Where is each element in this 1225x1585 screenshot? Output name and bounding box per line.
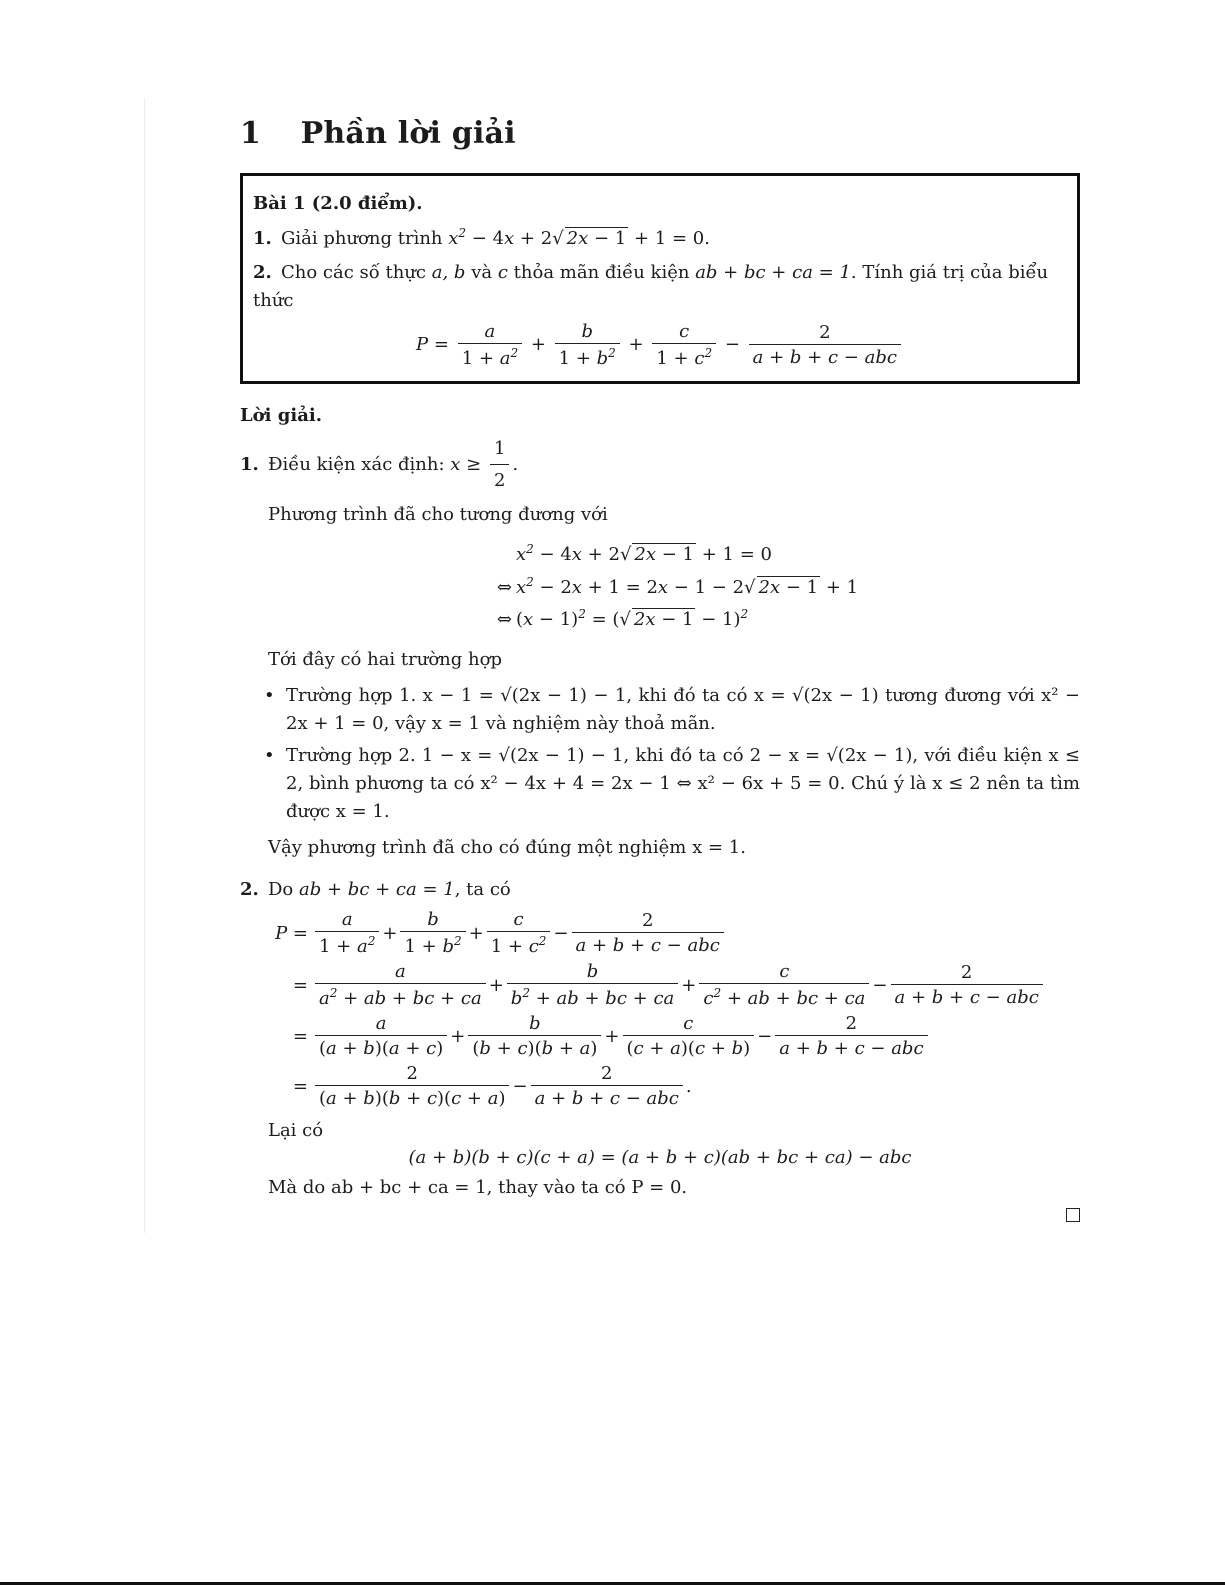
list-item: • Trường hợp 1. x − 1 = √(2x − 1) − 1, khi đó ta có x = √(2x − 1) tương đương với x² − 2x + 1 = 0, vậy x = 1 và nghiệm này thoả mãn.: [286, 682, 1080, 738]
item-label: 2.: [240, 878, 259, 900]
variables: a, b: [431, 261, 466, 283]
solution-heading: Lời giải.: [240, 404, 322, 426]
list-item: • Trường hợp 2. 1 − x = √(2x − 1) − 1, khi đó ta có 2 − x = √(2x − 1), với điều kiện x ≤ 2, bình phương ta có x² − 4x + 4 = 2x − 1 ⇔ x² − 6x + 5 = 0. Chú ý là x ≤ 2 nên ta tìm được x = 1.: [286, 742, 1080, 826]
equation-inline: $x^2 - 4x + 2√$ 2x − 1: [448, 225, 627, 249]
conjunction: và: [471, 261, 493, 283]
section-number: 1: [240, 116, 262, 151]
intro-text: Do: [268, 878, 294, 900]
identity-equation: (a + b)(b + c)(c + a) = (a + b + c)(ab + bc + ca) − abc: [408, 1147, 912, 1169]
intro-text-b: , ta có: [454, 878, 511, 900]
equiv-text: Phương trình đã cho tương đương với: [268, 504, 608, 526]
solution-part-1-domain: 1. Điều kiện xác định: x ≥ $\frac{1}{2}$ .: [240, 435, 1080, 495]
section-heading: [240, 116, 1080, 151]
condition: ab + bc + ca = 1: [299, 878, 455, 900]
lai-co-text: Lại có: [268, 1120, 324, 1142]
item-label: 1.: [240, 454, 259, 476]
case-list: [286, 682, 1080, 825]
problem-item-1-text: Giải phương trình: [281, 227, 443, 249]
expression-P: P = $\frac{a}{1 + a^2}$ + $\frac{b}{1 + b^2}$ + $\frac{c}{1 + c^2}$ − $\frac{2}{\text{a + b + c − abc}}$: [253, 321, 1067, 369]
equation-chain: $x^2 - 4x + 2√$ 2x − 1 + 1 = 0 ⇔ $x^2 - 2x + 1 = 2x - 1 - 2√$ 2x − 1 + 1 ⇔ $(x - 1)^2$ = (√ 2x − 1 − 1)$^2$: [496, 542, 859, 630]
final-result: Mà do ab + bc + ca = 1, thay vào ta có P = 0.: [268, 1177, 688, 1199]
item-label: 2.: [253, 261, 272, 283]
solution-part-2-intro: [240, 876, 1080, 904]
section-title: Phần lời giải: [300, 116, 516, 151]
document-content: [240, 108, 1080, 1208]
item-label: 1.: [253, 227, 272, 249]
variable-c: c: [497, 261, 508, 283]
problem-item-2: [253, 259, 1067, 315]
qed-square-icon: [1066, 1208, 1080, 1222]
page-margin-line: [144, 98, 145, 1233]
part-1-conclusion: Vậy phương trình đã cho có đúng một nghiệm x = 1.: [268, 836, 746, 858]
calculation-P: P = $\frac{a}{1 + a^2}$ + $\frac{b}{1 + b^2}$ + $\frac{c}{1 + c^2}$ − $\frac{2}{\text{a + b + c − abc}}$ = $\frac{a}{a^2 + ab + bc + ca}$ + $\frac{b}{b^2 + ab + bc + ca}$ + $\frac{c}{c^2 + ab + bc + ca}$ − $\frac{2}{\text{a + b + c − abc}}$ = $\frac{a}{(a + b)(a + c)}$ + $\frac{b}{(b + c)(b + a)}$ + $\frac{c}{(c + a)(c + b)}$ − $\frac{2}{\text{a + b + c − abc}}$ = $\frac{2}{(a + b)(b + c)(c + a)}$ − $\frac{2}{\text{a + b + c − abc}}$ .: [280, 909, 1080, 1109]
cases-intro: Tới đây có hai trường hợp: [268, 649, 502, 671]
problem-heading: Bài 1 (2.0 điểm).: [253, 193, 423, 214]
problem-item-2-text-c: . Tính giá trị của biểu thức: [253, 261, 1049, 311]
problem-item-1: [253, 224, 1067, 253]
problem-box: [240, 173, 1080, 384]
problem-item-1-tail: + 1 = 0.: [634, 227, 710, 249]
condition: ab + bc + ca = 1: [695, 261, 851, 283]
problem-item-2-text: Cho các số thực: [281, 261, 427, 283]
domain-text: Điều kiện xác định:: [268, 454, 445, 476]
problem-item-2-text-b: thỏa mãn điều kiện: [513, 261, 690, 283]
